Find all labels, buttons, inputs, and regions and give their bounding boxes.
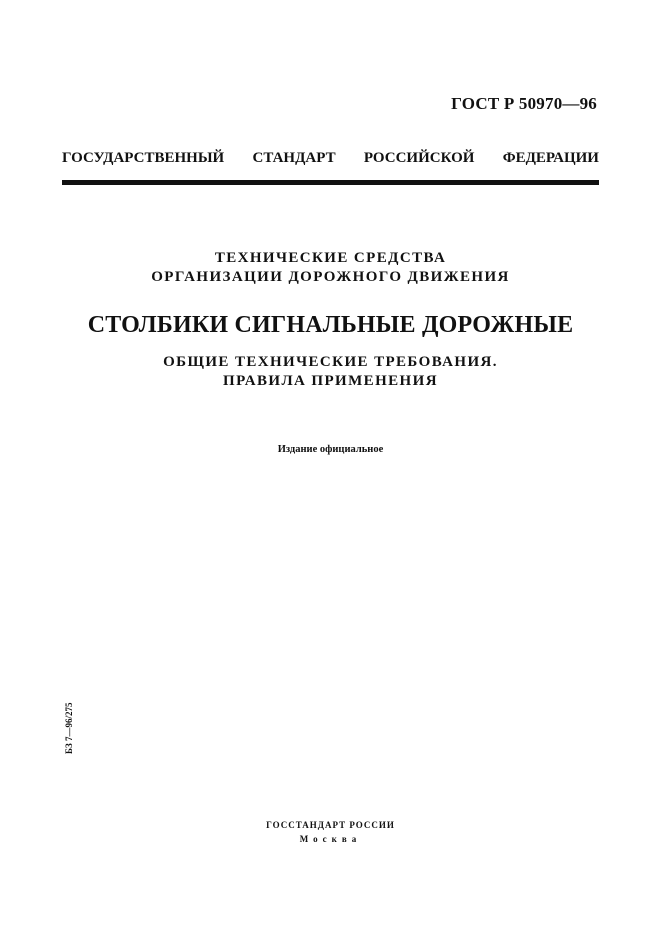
banner-word-standard: СТАНДАРТ (252, 150, 336, 166)
banner-word-state: ГОСУДАРСТВЕННЫЙ (62, 150, 225, 166)
edition-note: Издание официальное (277, 444, 384, 455)
sub-heading-line-2: ПРАВИЛА ПРИМЕНЕНИЯ (223, 373, 438, 389)
publisher-city: Москва (299, 834, 362, 844)
subtitle-line-2: ОРГАНИЗАЦИИ ДОРОЖНОГО ДВИЖЕНИЯ (151, 269, 510, 285)
header-divider-rule (62, 180, 599, 185)
document-sub-heading (0, 353, 661, 391)
document-subtitle (0, 249, 661, 287)
subtitle-line-1: ТЕХНИЧЕСКИЕ СРЕДСТВА (214, 250, 447, 266)
publisher-name: ГОССТАНДАРТ РОССИИ (266, 820, 395, 830)
state-standard-banner (62, 150, 599, 167)
banner-word-federation: ФЕДЕРАЦИИ (502, 150, 599, 166)
document-main-title: СТОЛБИКИ СИГНАЛЬНЫЕ ДОРОЖНЫЕ (87, 312, 574, 338)
standard-number: ГОСТ Р 50970—96 (451, 94, 597, 113)
sub-heading-line-1: ОБЩИЕ ТЕХНИЧЕСКИЕ ТРЕБОВАНИЯ. (163, 354, 498, 370)
side-registration-code: БЗ 7—96/275 (64, 702, 74, 754)
banner-word-russian: РОССИЙСКОЙ (363, 150, 475, 166)
